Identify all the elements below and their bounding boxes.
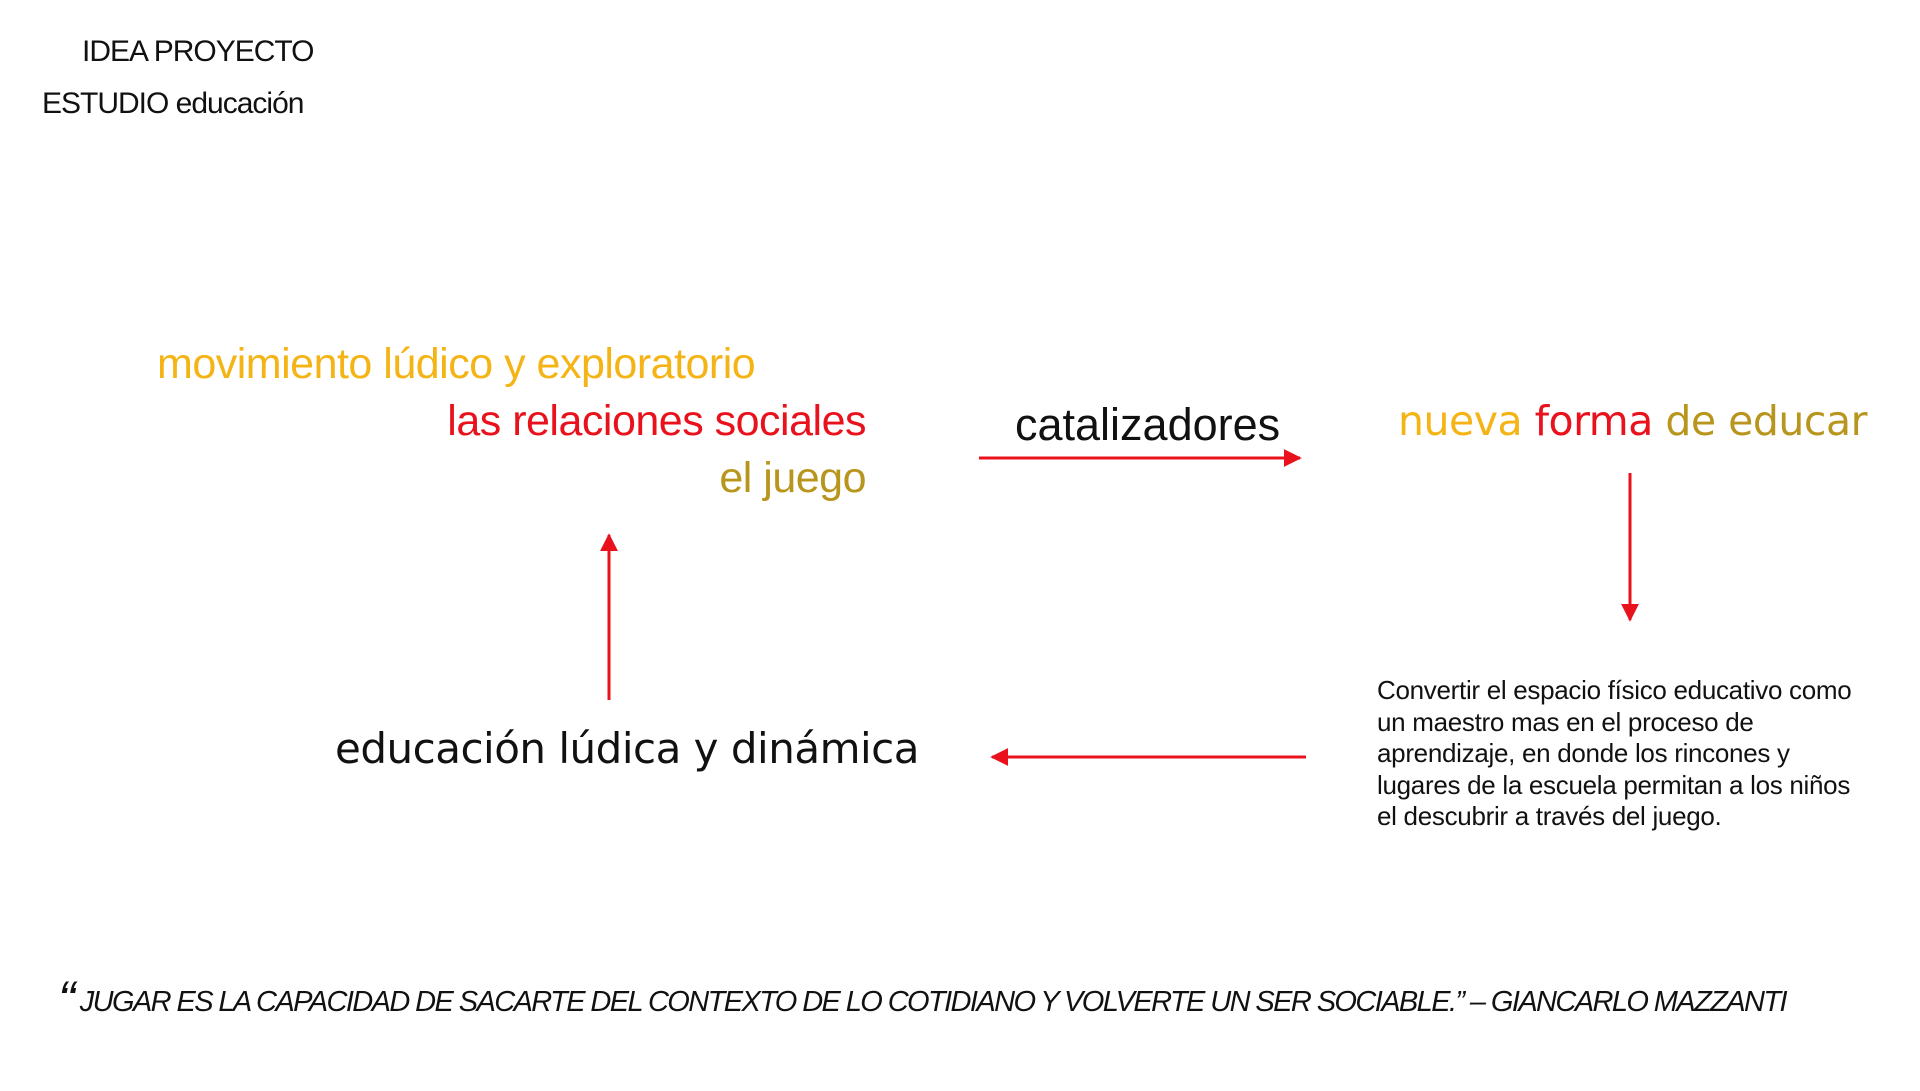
header-title: IDEA PROYECTO — [82, 35, 314, 68]
concept-relaciones: las relaciones sociales — [447, 397, 866, 445]
concept-movimiento: movimiento lúdico y exploratorio — [157, 340, 756, 388]
quote-text: JUGAR ES LA CAPACIDAD DE SACARTE DEL CONTEXTO DE LO COTIDIANO Y VOLVERTE UN SER SOCIABLE.” – GIANCARLO MAZZANTI — [79, 986, 1786, 1018]
description-line: aprendizaje, en donde los rincones y — [1377, 738, 1790, 768]
outcome-part-nueva: nueva — [1398, 397, 1535, 445]
quote-mark: “ — [58, 971, 74, 1029]
catalyst-label: catalizadores — [1015, 399, 1281, 450]
outcome-part-forma: forma — [1534, 397, 1666, 445]
header-subtitle: ESTUDIO educación — [42, 87, 304, 120]
description-line: Convertir el espacio físico educativo como — [1377, 675, 1852, 705]
description-line: lugares de la escuela permitan a los niños — [1377, 769, 1851, 800]
outcome-part-de-educar: de educar — [1665, 397, 1867, 445]
description-line: el descubrir a través del juego. — [1377, 801, 1722, 831]
description-line: un maestro mas en el proceso de — [1377, 706, 1754, 737]
concept-juego: el juego — [719, 454, 866, 502]
result-label: educación lúdica y dinámica — [335, 724, 919, 773]
